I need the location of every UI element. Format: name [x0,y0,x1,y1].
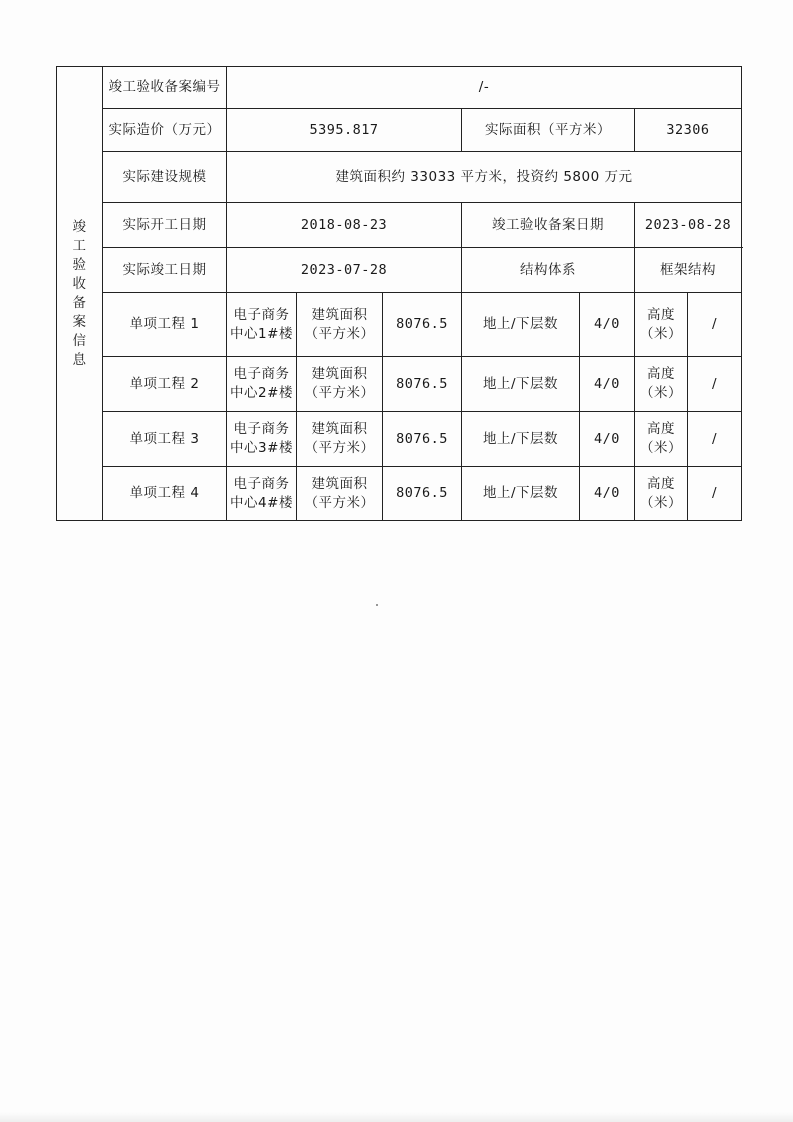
completion-record-table [56,66,742,521]
unit-area-label: 建筑面积（平方米） [297,467,383,521]
unit-row [57,467,742,521]
record-number-value: /- [227,67,742,109]
unit-building: 电子商务中心3#楼 [227,412,297,467]
unit-row [57,293,742,357]
unit-area-value: 8076.5 [383,293,462,357]
row-cost-area [57,109,742,152]
unit-name: 单项工程 3 [103,412,227,467]
actual-cost-label: 实际造价（万元） [103,109,227,152]
unit-floors-value: 4/0 [580,412,635,467]
unit-name: 单项工程 1 [103,293,227,357]
unit-area-label: 建筑面积（平方米） [297,412,383,467]
actual-scale-label: 实际建设规模 [103,152,227,203]
unit-floors-value: 4/0 [580,467,635,521]
record-number-label: 竣工验收备案编号 [103,67,227,109]
record-date-label: 竣工验收备案日期 [462,203,635,248]
unit-floors-label: 地上/下层数 [462,412,580,467]
unit-height-label: 高度（米） [635,467,688,521]
unit-building: 电子商务中心2#楼 [227,357,297,412]
unit-height-value: / [688,412,742,467]
section-label: 竣工验收备案信息 [72,218,87,368]
unit-height-label: 高度（米） [635,412,688,467]
row-actual-scale [57,152,742,203]
unit-area-value: 8076.5 [383,467,462,521]
unit-area-value: 8076.5 [383,357,462,412]
unit-name: 单项工程 4 [103,467,227,521]
unit-name: 单项工程 2 [103,357,227,412]
unit-height-value: / [688,467,742,521]
unit-floors-label: 地上/下层数 [462,357,580,412]
actual-cost-value: 5395.817 [227,109,462,152]
unit-height-value: / [688,293,742,357]
unit-row [57,357,742,412]
unit-height-value: / [688,357,742,412]
actual-completion-value: 2023-07-28 [227,248,462,293]
actual-completion-label: 实际竣工日期 [103,248,227,293]
actual-start-value: 2018-08-23 [227,203,462,248]
structure-label: 结构体系 [462,248,635,293]
actual-area-label: 实际面积（平方米） [462,109,635,152]
unit-row [57,412,742,467]
unit-height-label: 高度（米） [635,357,688,412]
row-dates [57,203,742,248]
unit-area-label: 建筑面积（平方米） [297,357,383,412]
unit-area-label: 建筑面积（平方米） [297,293,383,357]
unit-floors-label: 地上/下层数 [462,293,580,357]
structure-value: 框架结构 [635,248,742,293]
row-record-number [57,67,742,109]
unit-building: 电子商务中心1#楼 [227,293,297,357]
actual-start-label: 实际开工日期 [103,203,227,248]
scan-edge-shade [0,1112,793,1122]
unit-height-label: 高度（米） [635,293,688,357]
unit-floors-value: 4/0 [580,293,635,357]
unit-building: 电子商务中心4#楼 [227,467,297,521]
unit-area-value: 8076.5 [383,412,462,467]
row-completion-structure [57,248,742,293]
actual-scale-value: 建筑面积约 33033 平方米，投资约 5800 万元 [227,152,742,203]
scan-speck [376,604,378,606]
section-label-cell [57,67,103,521]
unit-floors-value: 4/0 [580,357,635,412]
unit-floors-label: 地上/下层数 [462,467,580,521]
record-date-value: 2023-08-28 [635,203,742,248]
actual-area-value: 32306 [635,109,742,152]
